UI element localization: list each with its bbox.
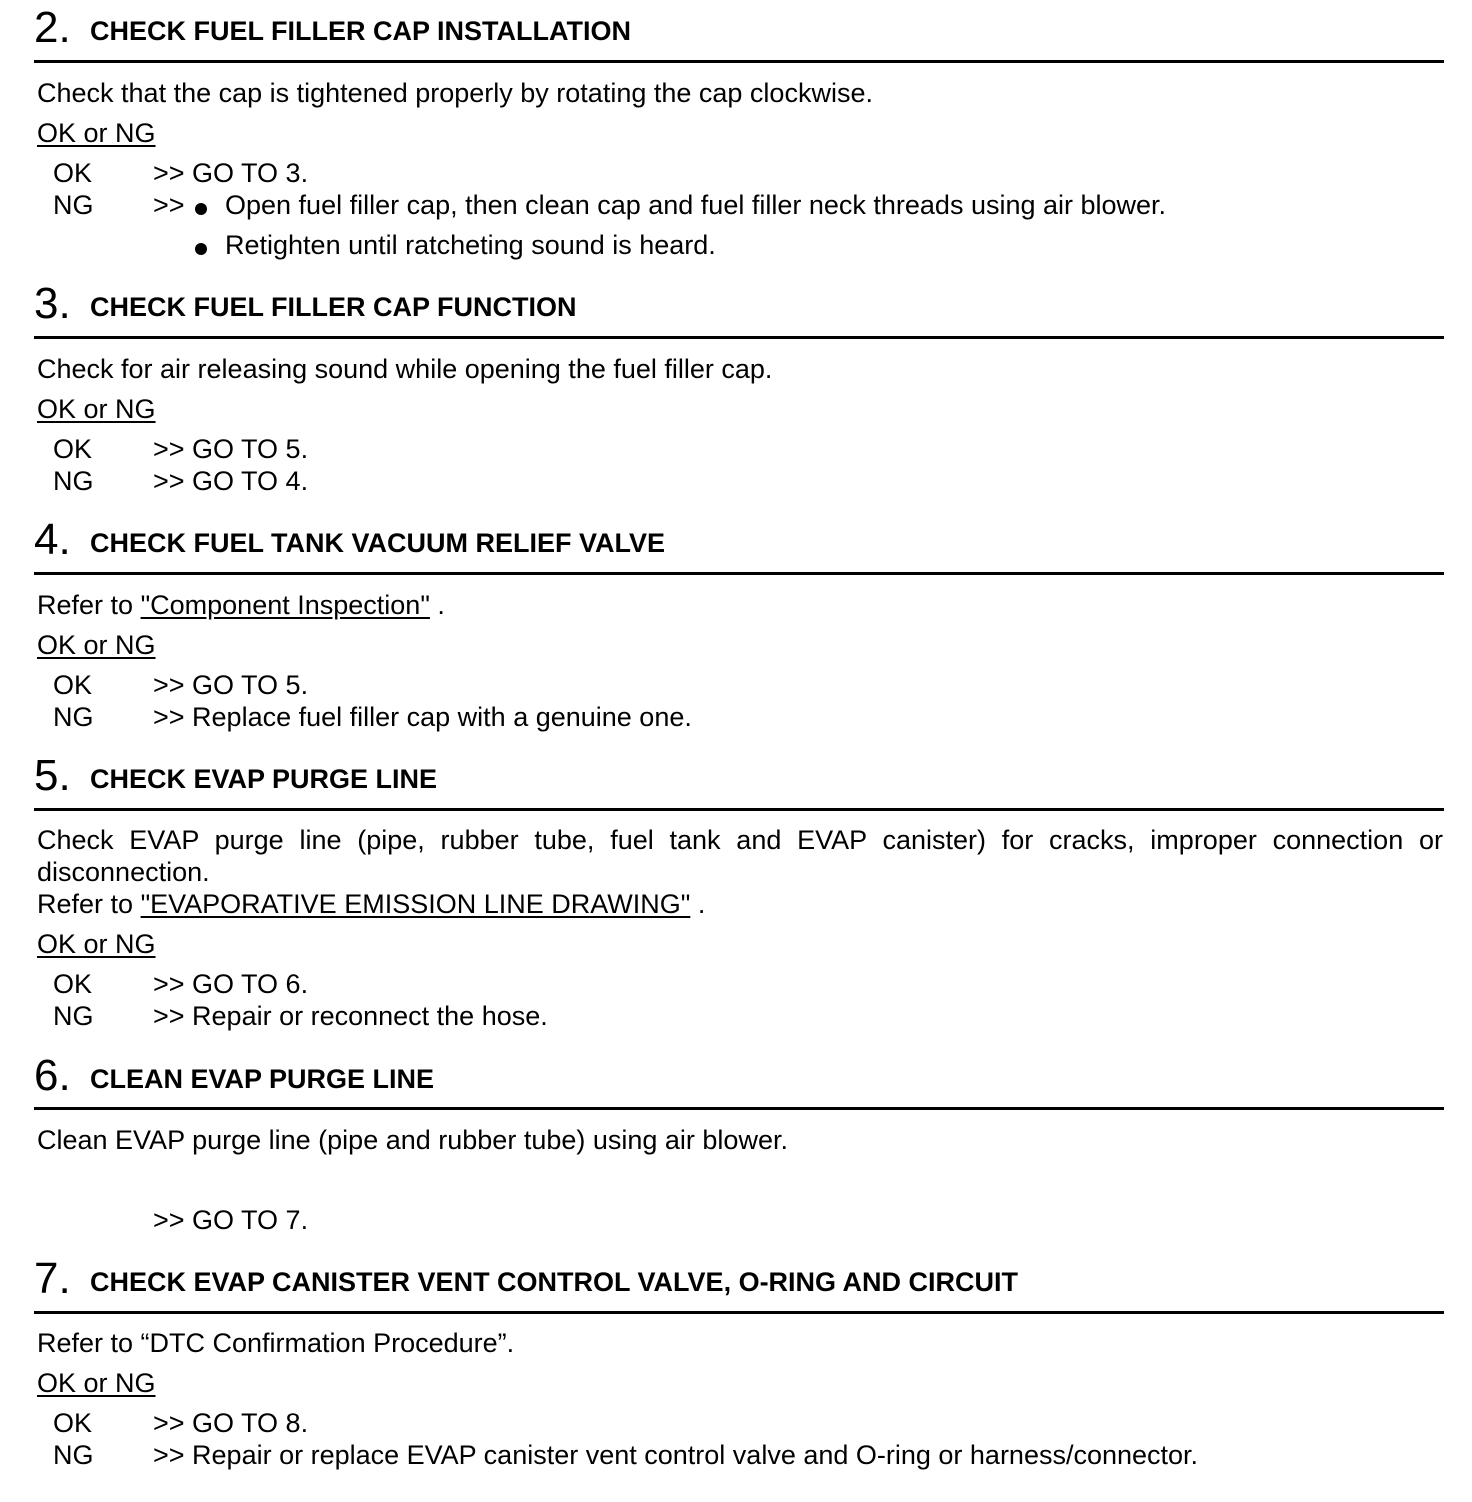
step-5-ng-label: NG: [53, 1001, 94, 1031]
step-3-divider: [34, 336, 1444, 339]
step-7-ok-or-ng: OK or NG: [37, 1368, 156, 1398]
step-7-number: 7.: [34, 1254, 71, 1303]
step-6-result: >> GO TO 7.: [153, 1205, 309, 1235]
step-5-ok-or-ng: OK or NG: [37, 929, 156, 959]
step-4-ok-label: OK: [53, 670, 93, 700]
evaporative-emission-line-drawing-link[interactable]: "EVAPORATIVE EMISSION LINE DRAWING": [140, 889, 691, 919]
step-2-title: CHECK FUEL FILLER CAP INSTALLATION: [90, 16, 631, 46]
step-2-ng-prefix: >>: [153, 190, 185, 220]
step-6-instruction: Clean EVAP purge line (pipe and rubber tube) using air blower.: [37, 1125, 788, 1155]
step-7-instruction: Refer to “DTC Confirmation Procedure”.: [37, 1328, 515, 1358]
step-7-ng-label: NG: [53, 1440, 94, 1470]
step-7-ng-result: >> Repair or replace EVAP canister vent control valve and O-ring or harness/connector.: [153, 1440, 1199, 1470]
step-6-number: 6.: [34, 1051, 71, 1100]
step-5-ok-label: OK: [53, 969, 93, 999]
step-2-divider: [34, 60, 1444, 63]
bullet-icon: [195, 203, 207, 215]
step-2-ok-result: >> GO TO 3.: [153, 158, 309, 188]
step-4-number: 4.: [34, 515, 71, 564]
step-4-refer-prefix: Refer to: [37, 590, 134, 620]
step-6-divider: [34, 1107, 1444, 1110]
step-5-refer-prefix: Refer to: [37, 889, 134, 919]
step-5-ok-result: >> GO TO 6.: [153, 969, 309, 999]
step-5-ng-result: >> Repair or reconnect the hose.: [153, 1001, 548, 1031]
step-6-title: CLEAN EVAP PURGE LINE: [90, 1064, 435, 1094]
step-5-instruction-line-1: Check EVAP purge line (pipe, rubber tube, fuel tank and EVAP canister) for cracks, improper connection or: [37, 825, 1443, 855]
component-inspection-link[interactable]: "Component Inspection": [140, 590, 430, 620]
step-4-ok-or-ng: OK or NG: [37, 630, 156, 660]
step-4-refer: [37, 589, 445, 621]
step-5-title: CHECK EVAP PURGE LINE: [90, 764, 438, 794]
step-5-divider: [34, 808, 1444, 811]
step-3-instruction: Check for air releasing sound while opening the fuel filler cap.: [37, 354, 773, 384]
step-7-ok-label: OK: [53, 1408, 93, 1438]
step-4-ok-result: >> GO TO 5.: [153, 670, 309, 700]
bullet-icon: [195, 243, 207, 255]
step-2-ng-bullet-2: Retighten until ratcheting sound is heard.: [225, 230, 716, 260]
step-2-ok-label: OK: [53, 158, 93, 188]
step-4-refer-suffix: .: [437, 590, 445, 620]
step-3-ok-result: >> GO TO 5.: [153, 434, 309, 464]
step-7-ok-result: >> GO TO 8.: [153, 1408, 309, 1438]
step-3-ok-label: OK: [53, 434, 93, 464]
step-5-refer: [37, 888, 705, 920]
step-3-ok-or-ng: OK or NG: [37, 394, 156, 424]
step-3-number: 3.: [34, 279, 71, 328]
step-4-divider: [34, 572, 1444, 575]
step-2-ng-label: NG: [53, 190, 94, 220]
step-7-divider: [34, 1311, 1444, 1314]
step-5-instruction-line-2: disconnection.: [37, 857, 210, 887]
step-2-ng-bullet-1: Open fuel filler cap, then clean cap and fuel filler neck threads using air blower.: [225, 190, 1167, 220]
step-2-ok-or-ng: OK or NG: [37, 118, 156, 148]
step-2-instruction: Check that the cap is tightened properly by rotating the cap clockwise.: [37, 78, 873, 108]
step-3-ng-result: >> GO TO 4.: [153, 466, 309, 496]
step-4-ng-result: >> Replace fuel filler cap with a genuine one.: [153, 702, 692, 732]
step-4-title: CHECK FUEL TANK VACUUM RELIEF VALVE: [90, 528, 666, 558]
step-5-number: 5.: [34, 751, 71, 800]
step-5-refer-suffix: .: [697, 889, 706, 919]
step-7-title: CHECK EVAP CANISTER VENT CONTROL VALVE, O-RING AND CIRCUIT: [90, 1267, 1019, 1297]
step-4-ng-label: NG: [53, 702, 94, 732]
step-3-title: CHECK FUEL FILLER CAP FUNCTION: [90, 292, 577, 322]
step-2-number: 2.: [34, 3, 71, 52]
step-3-ng-label: NG: [53, 466, 94, 496]
